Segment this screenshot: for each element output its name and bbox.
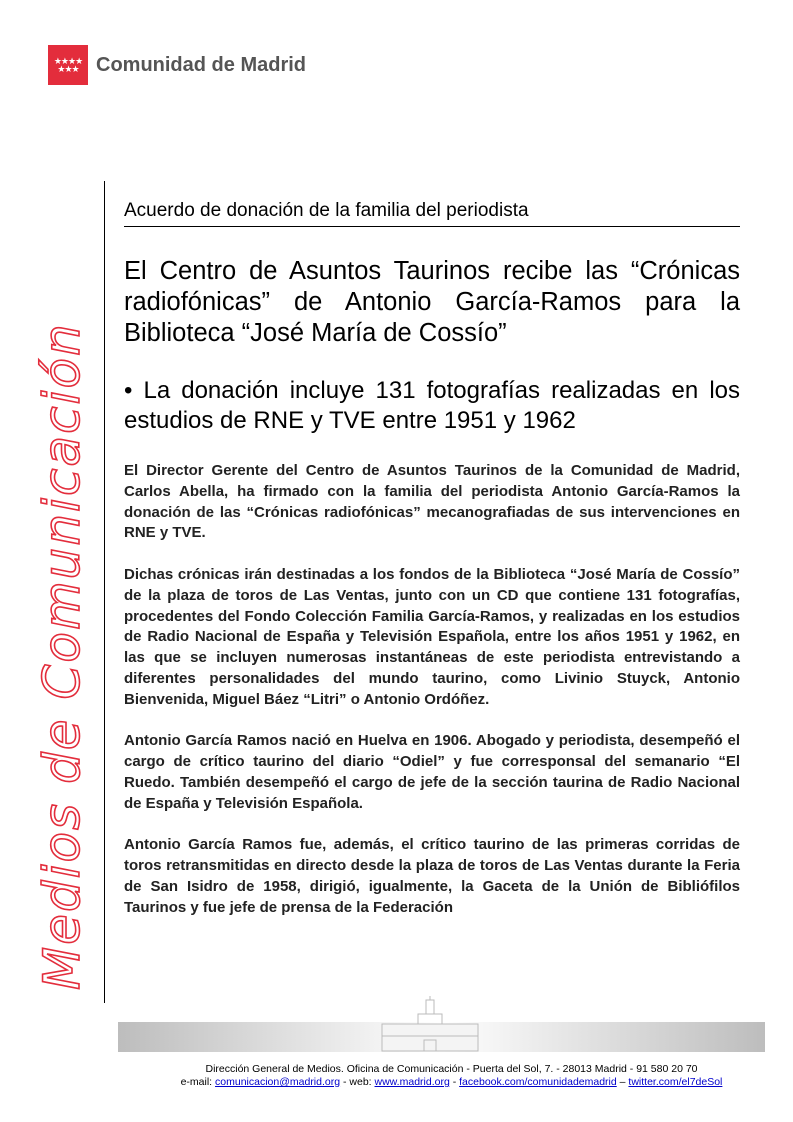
paragraph: El Director Gerente del Centro de Asuntos Taurinos de la Comunidad de Madrid, Carlos Abella, ha firmado con la familia del periodista Antonio García-Ramos la donación de las “Crónicas radiofónicas” mecanografiadas de sus intervenciones en RNE y TVE. — [124, 462, 740, 542]
paragraph: Antonio García Ramos nació en Huelva en 1906. Abogado y periodista, desempeñó el cargo de crítico taurino del diario “Odiel” y fue corresponsal del semanario “El Ruedo. También desempeñó el cargo de jefe de la sección taurina de Radio Nacional de España y Televisión Española. — [124, 732, 740, 812]
press-release — [124, 200, 740, 939]
facebook-link[interactable]: facebook.com/comunidademadrid — [459, 1076, 617, 1088]
comunidad-madrid-logo — [48, 45, 306, 85]
vertical-divider — [104, 181, 105, 1003]
headline: El Centro de Asuntos Taurinos recibe las “Crónicas radiofónicas” de Antonio García-Ramos para la Biblioteca “José María de Cossío” — [124, 257, 740, 347]
side-label: Medios de Comunicación — [33, 322, 91, 990]
real-casa-correos-icon — [380, 996, 480, 1052]
footer — [0, 1063, 793, 1089]
twitter-link[interactable]: twitter.com/el7deSol — [628, 1076, 723, 1088]
subheadline-bullet: • La donación incluye 131 fotografías realizadas en los estudios de RNE y TVE entre 1951 y 1962 — [124, 377, 740, 434]
footer-address: Dirección General de Medios. Oficina de Comunicación - Puerta del Sol, 7. - 28013 Madrid - 91 580 20 70 — [205, 1063, 698, 1075]
body-text — [124, 461, 740, 919]
footer-contacts: e-mail: comunicacion@madrid.org - web: www.madrid.org - facebook.com/comunidademadrid – twitter.com/el7deSol — [180, 1076, 723, 1088]
kicker: Acuerdo de donación de la familia del periodista — [124, 200, 740, 227]
logo-text: Comunidad de Madrid — [96, 53, 306, 76]
madrid-stars-icon: ★★★★ ★★★ — [48, 45, 88, 85]
paragraph: Dichas crónicas irán destinadas a los fondos de la Biblioteca “José María de Cossío” de la plaza de toros de Las Ventas, junto con un CD que contiene 131 fotografías, procedentes del Fondo Colección Familia García-Ramos, y realizadas en los estudios de Radio Nacional de España y Televisión Española, entre los años 1951 y 1962, en las que se incluyen numerosas instantáneas de este periodista entrevistando a diferentes personalidades del mundo taurino, como Livinio Stuyck, Antonio Bienvenida, Miguel Báez “Litri” o Antonio Ordóñez. — [124, 565, 740, 708]
email-link[interactable]: comunicacion@madrid.org — [215, 1076, 341, 1088]
paragraph: Antonio García Ramos fue, además, el crítico taurino de las primeras corridas de toros retransmitidas en directo desde la plaza de toros de Las Ventas durante la Feria de San Isidro de 1958, dirigió, igualmente, la Gaceta de la Unión de Bibliófilos Taurinos y fue jefe de prensa de la Federación — [124, 836, 740, 916]
web-link[interactable]: www.madrid.org — [374, 1076, 450, 1088]
